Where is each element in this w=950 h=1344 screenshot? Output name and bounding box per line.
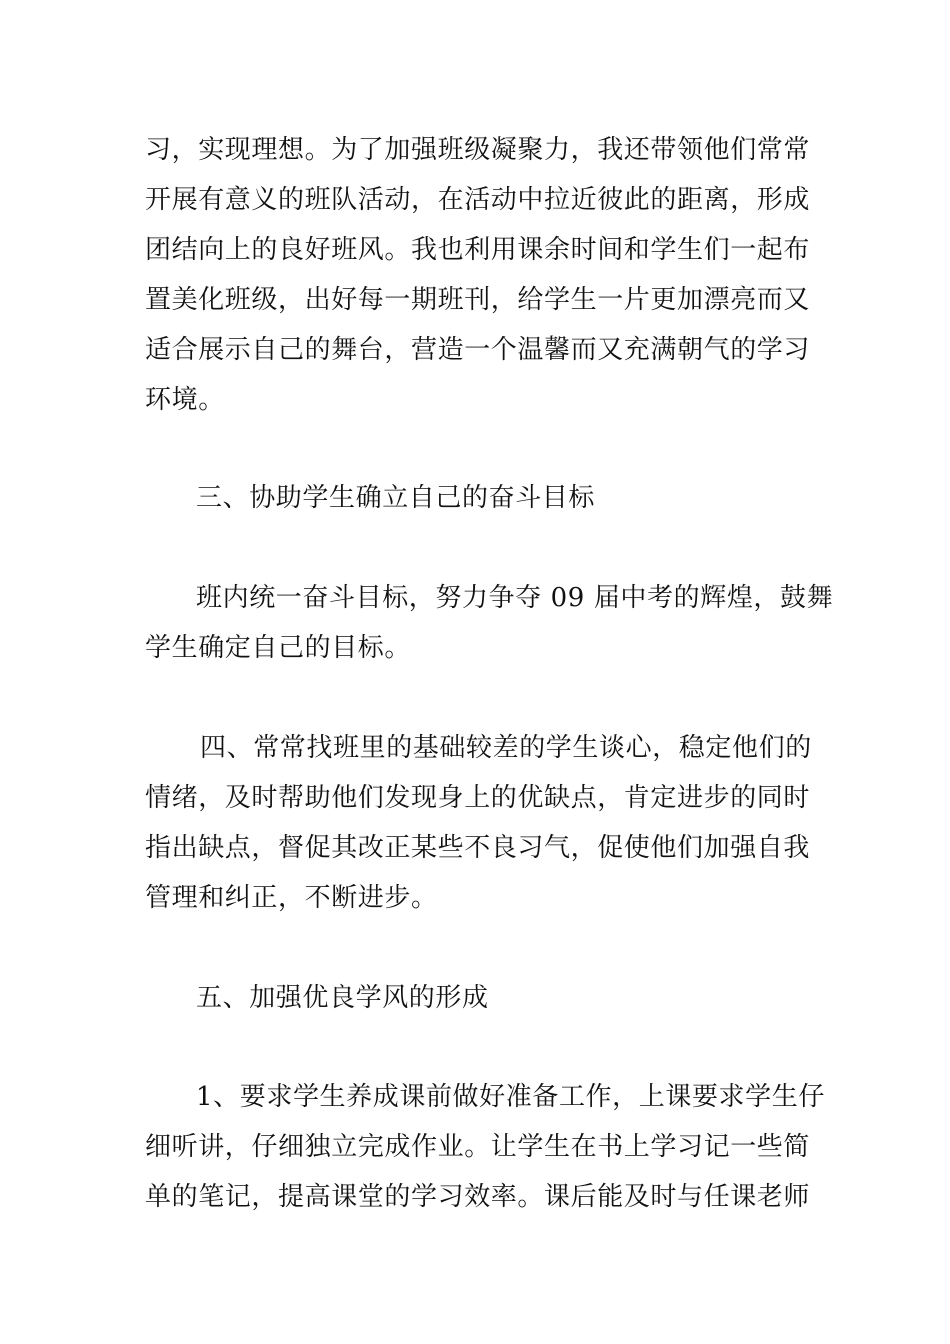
paragraph-line: 置美化班级，出好每一期班刊，给学生一片更加漂亮而又 bbox=[145, 285, 811, 315]
section-heading: 五、加强优良学风的形成 bbox=[196, 983, 489, 1013]
paragraph-line: 环境。 bbox=[145, 385, 225, 415]
paragraph-line: 1、要求学生养成课前做好准备工作，上课要求学生仔 bbox=[196, 1082, 825, 1112]
paragraph-line: 指出缺点，督促其改正某些不良习气，促使他们加强自我 bbox=[145, 833, 811, 863]
paragraph-line: 开展有意义的班队活动，在活动中拉近彼此的距离，形成 bbox=[145, 185, 811, 215]
paragraph-line: 学生确定自己的目标。 bbox=[145, 633, 412, 663]
paragraph-line: 团结向上的良好班风。我也利用课余时间和学生们一起布 bbox=[145, 235, 811, 265]
section-heading: 三、协助学生确立自己的奋斗目标 bbox=[196, 483, 596, 513]
paragraph-line: 适合展示自己的舞台，营造一个温馨而又充满朝气的学习 bbox=[145, 335, 811, 365]
paragraph-line: 管理和纠正，不断进步。 bbox=[145, 883, 438, 913]
paragraph-line: 四、常常找班里的基础较差的学生谈心，稳定他们的 bbox=[200, 733, 812, 763]
paragraph-line: 情绪，及时帮助他们发现身上的优缺点，肯定进步的同时 bbox=[145, 783, 811, 813]
paragraph-line: 习，实现理想。为了加强班级凝聚力，我还带领他们常常 bbox=[145, 135, 811, 165]
paragraph-line: 班内统一奋斗目标，努力争夺 09 届中考的辉煌，鼓舞 bbox=[196, 583, 834, 613]
paragraph-line: 单的笔记，提高课堂的学习效率。课后能及时与任课老师 bbox=[145, 1182, 811, 1212]
paragraph-line: 细听讲，仔细独立完成作业。让学生在书上学习记一些简 bbox=[145, 1132, 811, 1162]
